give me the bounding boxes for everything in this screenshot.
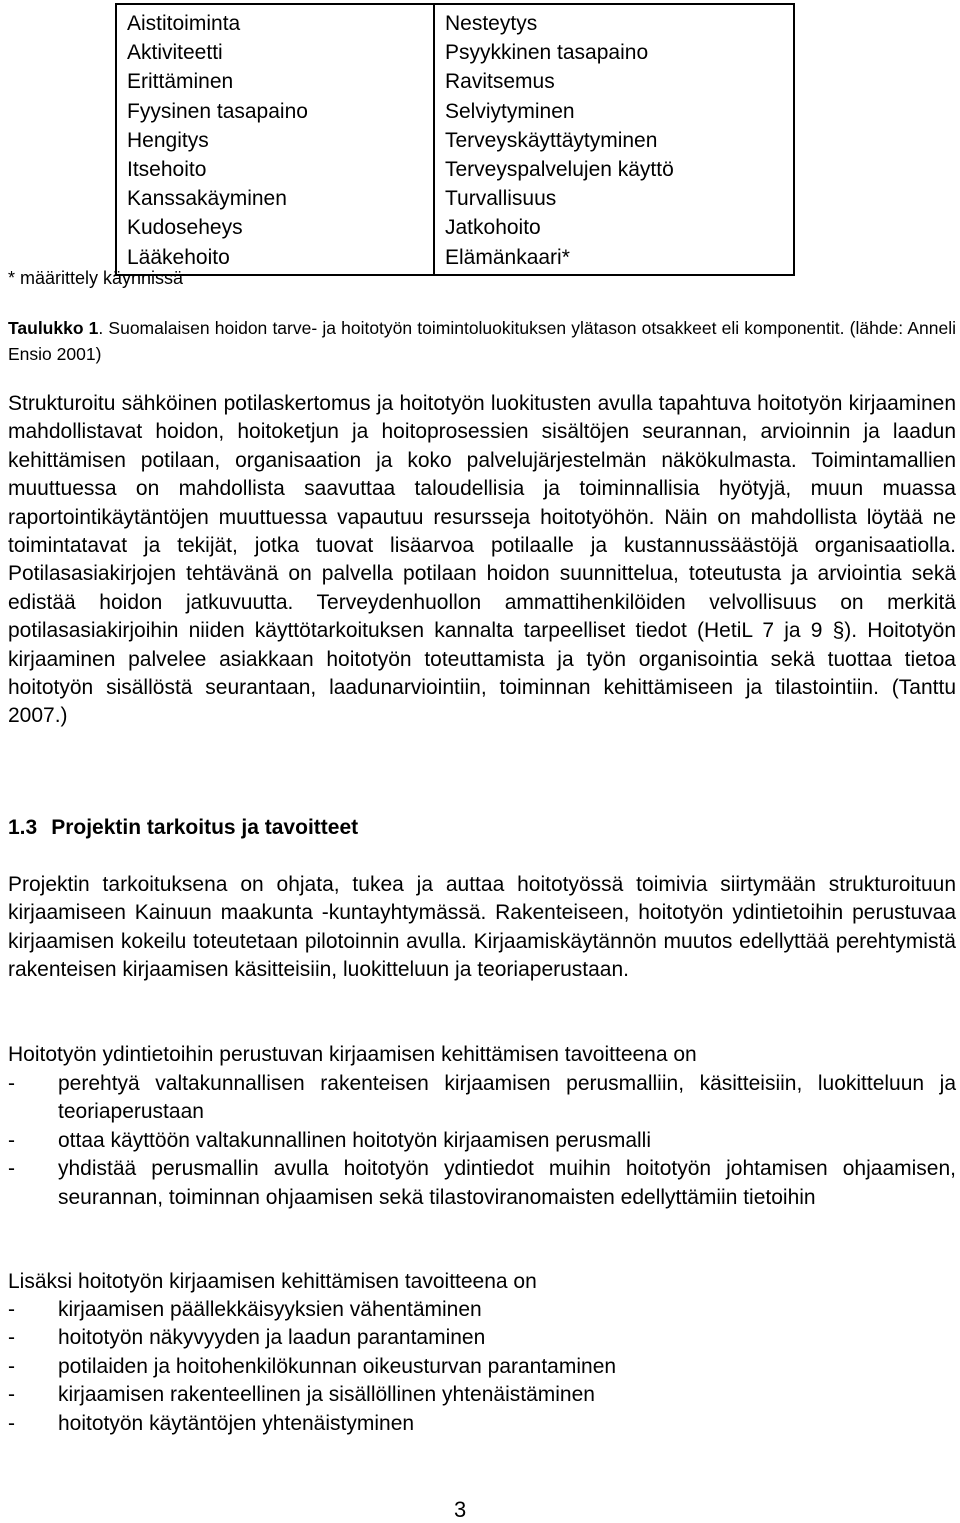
- component-item: Nesteytys: [445, 12, 538, 35]
- goals-intro-2: Lisäksi hoitotyön kirjaamisen kehittämisen tavoitteena on: [8, 1270, 537, 1293]
- dash-bullet: -: [8, 1157, 15, 1181]
- list-item: [8, 1381, 956, 1409]
- component-item: Psyykkinen tasapaino: [445, 41, 649, 65]
- component-item: Ravitsemus: [445, 70, 555, 94]
- list-item-text: hoitotyön näkyvyyden ja laadun parantaminen: [58, 1326, 486, 1350]
- dash-bullet: -: [8, 1128, 15, 1152]
- component-item: Elämänkaari*: [445, 245, 570, 269]
- goals-intro-1: Hoitotyön ydintietoihin perustuvan kirjaamisen kehittämisen tavoitteena on: [8, 1043, 697, 1066]
- list-item-text: ottaa käyttöön valtakunnallinen hoitotyön kirjaamisen perusmalli: [58, 1128, 652, 1152]
- list-item-text: potilaiden ja hoitohenkilökunnan oikeusturvan parantaminen: [58, 1354, 617, 1378]
- list-item-text: hoitotyön käytäntöjen yhtenäistyminen: [58, 1411, 415, 1435]
- list-item: [8, 1324, 956, 1352]
- component-item: Jatkohoito: [445, 216, 541, 240]
- page-number: 3: [454, 1497, 467, 1522]
- list-item: [8, 1070, 956, 1127]
- body-paragraph-2: Projektin tarkoituksena on ohjata, tukea ja auttaa hoitotyössä toimivia siirtymään strukturoituun kirjaamiseen Kainuun maakunta -kuntayhtymässä. Rakenteiseen, hoitotyön ydintietoihin perustuvaa kirjaamisen kokeilu toteutetaan pilotoinnin avulla. Kirjaamiskäytännön muutos edellyttää perehtymistä rakenteisen kirjaamisen käsitteisiin, luokitteluun ja teoriaperustaan.: [8, 873, 956, 982]
- table-caption: [8, 315, 956, 367]
- component-item: Kanssakäyminen: [127, 187, 287, 211]
- dash-bullet: -: [8, 1072, 15, 1095]
- list-item-text: yhdistää perusmallin avulla hoitotyön ydintiedot muihin hoitotyön johtamisen ohjaamisen, seurannan, toiminnan ohjaamisen sekä tilastoviranomaisten edellyttämiin tietoihin: [58, 1157, 956, 1209]
- component-item: Kudoseheys: [127, 216, 243, 240]
- component-item: Itsehoito: [127, 158, 207, 182]
- table-row: [116, 4, 794, 275]
- component-item: Turvallisuus: [445, 187, 557, 211]
- list-item: [8, 1127, 956, 1155]
- section-heading: [8, 816, 358, 840]
- component-item: Erittäminen: [127, 70, 234, 94]
- component-item: Fyysinen tasapaino: [127, 99, 308, 123]
- dash-bullet: -: [8, 1326, 15, 1350]
- dash-bullet: -: [8, 1411, 15, 1435]
- table-cell-left: [116, 4, 434, 275]
- components-table-wrapper: [115, 3, 795, 276]
- caption-text: . Suomalaisen hoidon tarve- ja hoitotyön toimintoluokituksen ylätason otsakkeet eli komponentit. (lähde: Anneli Ensio 2001): [8, 318, 956, 364]
- list-item-text: kirjaamisen rakenteellinen ja sisällöllinen yhtenäistäminen: [58, 1383, 595, 1407]
- components-table: [115, 3, 795, 276]
- list-item-text: kirjaamisen päällekkäisyyksien vähentäminen: [58, 1298, 482, 1321]
- dash-bullet: -: [8, 1298, 15, 1321]
- component-item: Terveyskäyttäytyminen: [445, 128, 658, 152]
- table-footnote: * määrittely käynnissä: [8, 268, 184, 288]
- list-item: [8, 1410, 956, 1438]
- component-item: Selviytyminen: [445, 99, 575, 123]
- list-item: [8, 1353, 956, 1381]
- component-item: Aistitoiminta: [127, 12, 241, 35]
- caption-label: Taulukko 1: [8, 318, 99, 338]
- list-item-text: perehtyä valtakunnallisen rakenteisen kirjaamisen perusmalliin, käsitteisiin, luokitteluun ja teoriaperustaan: [58, 1072, 956, 1124]
- body-paragraph-1: Strukturoitu sähköinen potilaskertomus ja hoitotyön luokitusten avulla tapahtuva hoitotyön kirjaaminen mahdollistavat hoidon, hoitoketjun ja hoitoprosessien sisältöjen seurannan, arvioinnin ja laadun kehittämisen potilaan, organisaation ja koko palvelujärjestelmän näkökulmasta. Toimintamallien muuttuessa on mahdollista saavuttaa taloudellisia ja toiminnallisia hyötyjä, muun muassa raportointikäytäntöjen muuttuessa vapautuu resursseja hoitotyöhön. Näin on mahdollista löytää ne toimintatavat ja tekijät, jotka tuovat lisäarvoa potilaalle ja kustannussäästöjä organisaatiolla. Potilasasiakirjojen tehtävänä on palvella potilaan hoidon suunnittelua, toteutusta ja arviointia sekä edistää hoidon jatkuvuutta. Terveydenhuollon ammattihenkilöiden velvollisuus on merkitä potilasasiakirjoihin niiden käyttötarkoituksen kannalta tarpeelliset tiedot (HetiL 7 ja 9 §). Hoitotyön kirjaaminen palvelee asiakkaan hoitotyön toteuttamista ja työn organisointia sekä tuottaa tietoa hoitotyön sisällöstä seurantaan, laadunarviointiin, toiminnan kehittämiseen ja tilastointiin. (Tanttu 2007.): [8, 392, 956, 728]
- list-item: [8, 1155, 956, 1212]
- dash-bullet: -: [8, 1383, 15, 1407]
- goals-list-1: [8, 1070, 956, 1212]
- dash-bullet: -: [8, 1354, 15, 1378]
- section-title: Projektin tarkoitus ja tavoitteet: [51, 816, 359, 839]
- component-item: Aktiviteetti: [127, 41, 223, 65]
- goals-list-2: [8, 1296, 956, 1438]
- list-item: [8, 1296, 956, 1324]
- section-number: 1.3: [8, 816, 38, 839]
- component-item: Hengitys: [127, 128, 209, 152]
- component-item: Terveyspalvelujen käyttö: [445, 158, 674, 182]
- table-cell-right: [434, 4, 794, 275]
- component-item: Lääkehoito: [127, 245, 230, 269]
